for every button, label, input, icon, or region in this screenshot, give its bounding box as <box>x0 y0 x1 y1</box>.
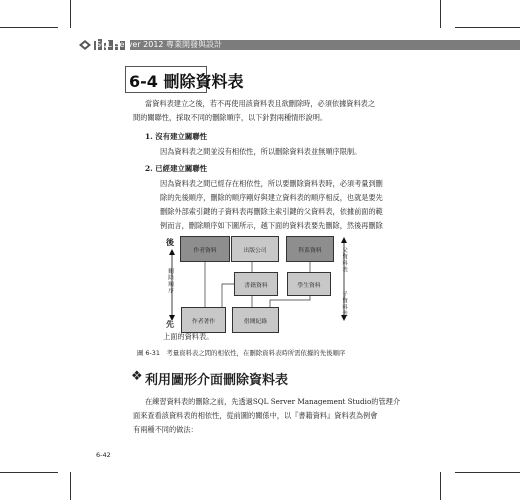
list-item-text: 因為資料表之間已經存在相依性，所以要刪除資料表時，必須考量到刪 <box>160 179 383 188</box>
figure-caption: 圖 6-31 考量資料表之間的相依性，在刪除資料表時所需依據的先後順序 <box>137 349 346 357</box>
page-number: 6-42 <box>96 451 111 459</box>
node-book: 書籍資料 <box>234 272 278 296</box>
section-heading: 6-4 刪除資料表 <box>129 72 244 91</box>
section-line: 有兩種不同的做法： <box>133 425 198 434</box>
section-icon: ❖ <box>131 369 143 384</box>
intro-line: 間的關聯性，採取不同的刪除順序，以下針對兩種情形說明。 <box>133 113 328 122</box>
label-earlier: 先 <box>166 320 174 329</box>
intro-line: 當資料表建立之後，若不再使用該資料表且欲刪除時，必須依據資料表之 <box>145 99 376 108</box>
book-title: SQL Server 2012 專業開發與設計 <box>96 40 223 49</box>
node-publisher: 出版公司 <box>231 236 279 262</box>
node-department: 科系資料 <box>286 236 334 262</box>
section-line: 面來查看該資料表的相依性，從前圖的關係中，以『書籍資料』資料表為例會 <box>133 411 378 420</box>
label-later: 後 <box>166 238 174 247</box>
list-item-text: 除的先後順序，刪除的順序剛好與建立資料表的順序相反，也就是要先 <box>160 193 383 202</box>
after-diagram-text: 上面的資料表。 <box>163 332 214 341</box>
list-item-text: 例而言，刪除順序如下圖所示，越下面的資料表要先刪除，然後再刪除 <box>160 221 383 230</box>
list-item-label: 2. 已經建立關聯性 <box>145 164 208 173</box>
node-student: 學生資料 <box>287 272 331 296</box>
section-title: 利用圖形介面刪除資料表 <box>145 373 289 388</box>
section-line: 在練習資料表的刪除之前，先透過SQL Server Management Studio的管理介 <box>145 397 401 406</box>
list-item-text: 因為資料表之間並沒有相依性，所以刪除資料表並無順序限制。 <box>160 147 362 156</box>
node-author: 作者資料 <box>180 236 230 262</box>
label-delete-order: 刪除順序 <box>167 268 173 295</box>
node-author-work: 作者著作 <box>181 307 226 333</box>
label-parent-table: 父資料表 <box>341 247 347 274</box>
list-item-label: 1. 沒有建立關聯性 <box>145 132 208 141</box>
list-item-text: 刪除外部索引鍵的子資料表再刪除主索引鍵的父資料表，依據前面的範 <box>160 207 383 216</box>
label-child-table: 子資料表 <box>341 291 347 318</box>
node-borrow-record: 借閱紀錄 <box>232 307 279 333</box>
